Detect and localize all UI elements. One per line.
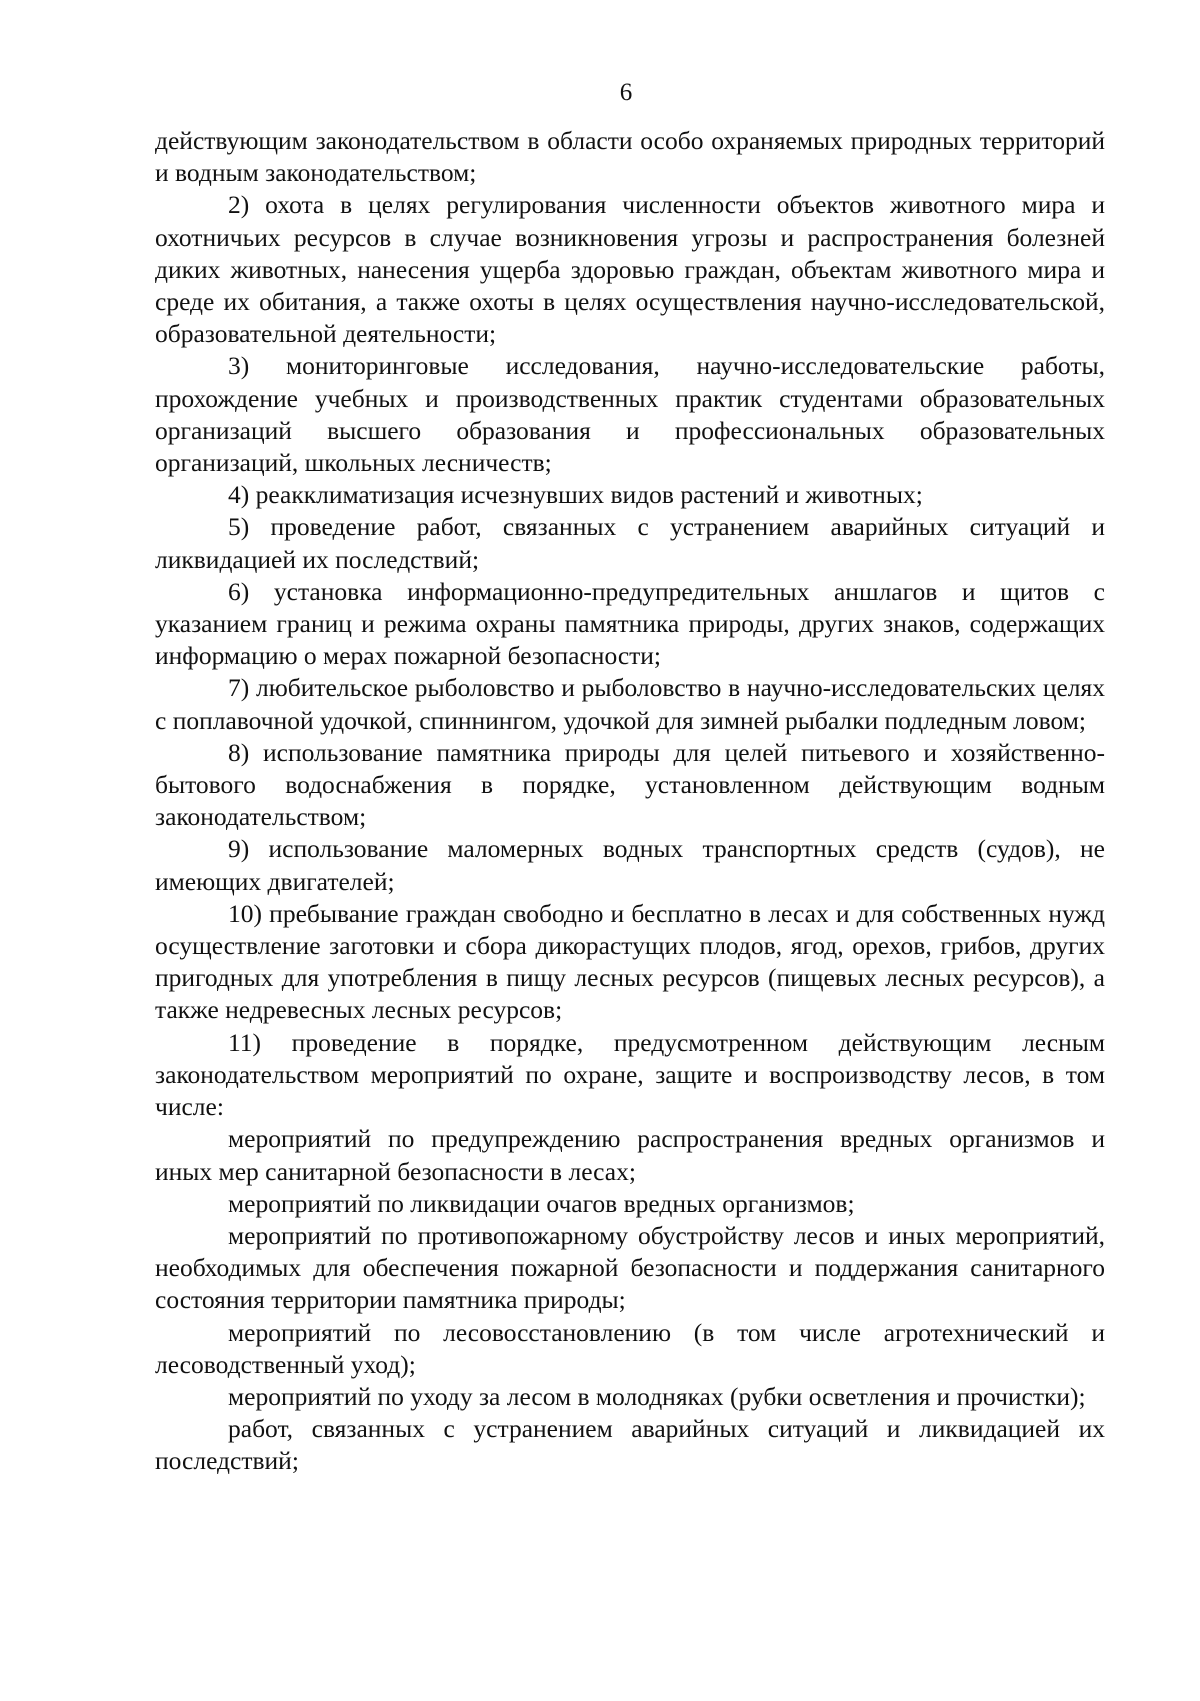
paragraph-sub-1: мероприятий по предупреждению распространения вредных организмов и иных мер санитарной безопасности в лесах;: [155, 1124, 1105, 1186]
paragraph-sub-5: мероприятий по уходу за лесом в молодняках (рубки осветления и прочистки);: [228, 1381, 1086, 1411]
paragraph-sub-4: мероприятий по лесовосстановлению (в том числе агротехнический и лесоводственный уход);: [155, 1317, 1105, 1379]
paragraph-item-11: 11) проведение в порядке, предусмотренном действующим лесным законодательством мероприятий по охране, защите и воспроизводству лесов, в том числе:: [155, 1027, 1105, 1122]
paragraph-item-4: 4) реакклиматизация исчезнувших видов растений и животных;: [228, 480, 923, 510]
paragraph-item-7: 7) любительское рыболовство и рыболовство в научно-исследовательских целях с поплавочной удочкой, спиннингом, удочкой для зимней рыбалки подледным ловом;: [155, 673, 1105, 735]
paragraph-sub-6: работ, связанных с устранением аварийных ситуаций и ликвидацией их последствий;: [155, 1414, 1105, 1476]
paragraph-item-8: 8) использование памятника природы для целей питьевого и хозяйственно-бытового водоснабжения в порядке, установленном действующим водным законодательством;: [155, 737, 1105, 832]
paragraph-item-2: 2) охота в целях регулирования численности объектов животного мира и охотничьих ресурсов в случае возникновения угрозы и распространения болезней диких животных, нанесения ущерба здоровью граждан, объектам животного мира и среде их обитания, а также охоты в целях осуществления научно-исследовательской, образовательной деятельности;: [155, 190, 1105, 349]
paragraph-item-5: 5) проведение работ, связанных с устранением аварийных ситуаций и ликвидацией их последствий;: [155, 512, 1105, 574]
page-number: 6: [619, 79, 633, 106]
paragraph-item-3: 3) мониторинговые исследования, научно-исследовательские работы, прохождение учебных и производственных практик студентами образовательных организаций высшего образования и профессиональных образовательных организаций, школьных лесничеств;: [155, 351, 1105, 478]
document-body: [155, 125, 1105, 1478]
paragraph-sub-3: мероприятий по противопожарному обустройству лесов и иных мероприятий, необходимых для обеспечения пожарной безопасности и поддержания санитарного состояния территории памятника природы;: [155, 1220, 1105, 1315]
paragraph-item-9: 9) использование маломерных водных транспортных средств (судов), не имеющих двигателей;: [155, 834, 1105, 896]
paragraph-item-10: 10) пребывание граждан свободно и бесплатно в лесах и для собственных нужд осуществление заготовки и сбора дикорастущих плодов, ягод, орехов, грибов, других пригодных для употребления в пищу лесных ресурсов (пищевых лесных ресурсов), а также недревесных лесных ресурсов;: [155, 898, 1105, 1025]
paragraph-continuation: действующим законодательством в области особо охраняемых природных территорий и водным законодательством;: [155, 126, 1105, 188]
paragraph-sub-2: мероприятий по ликвидации очагов вредных организмов;: [228, 1188, 855, 1218]
paragraph-item-6: 6) установка информационно-предупредительных аншлагов и щитов с указанием границ и режима охраны памятника природы, других знаков, содержащих информацию о мерах пожарной безопасности;: [155, 576, 1105, 671]
